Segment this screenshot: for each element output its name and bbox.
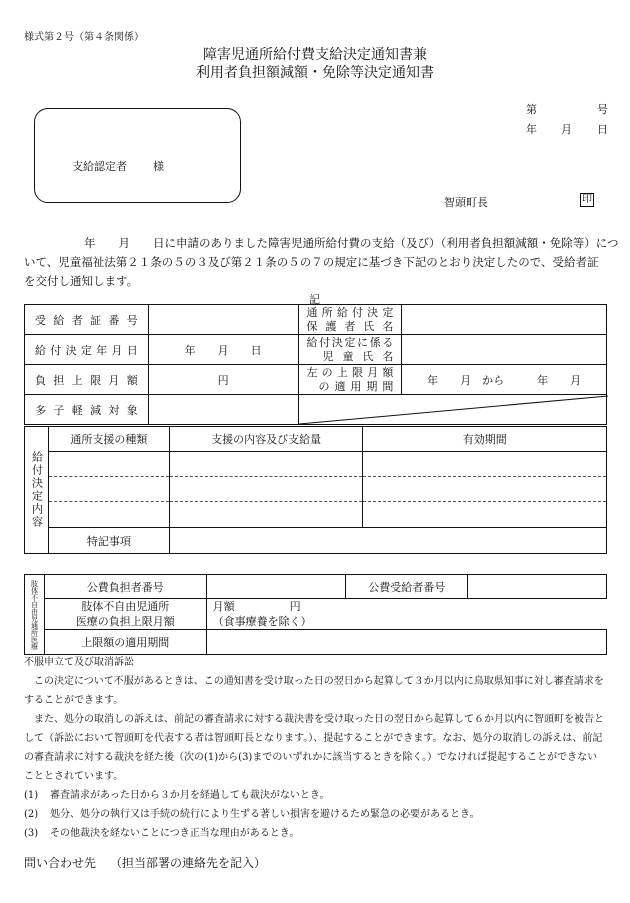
- period-label: 左の上限月額 の適用期間: [298, 365, 402, 395]
- form-number: 様式第２号（第４条関係）: [24, 32, 144, 43]
- body-line2: いて、児童福祉法第２１条の５の３及び第２１条の５の７の規定に基づき下記のとおり決定したので、受給者証: [24, 255, 599, 269]
- item3-text: その他裁決を経ないことにつき正当な理由があるとき。: [50, 828, 300, 839]
- burden-limit-label: 負担上限月額: [25, 365, 149, 395]
- content-row-2b: [169, 477, 363, 502]
- doc-number-go: 号: [597, 103, 608, 116]
- decision-date-value: 年 月 日: [148, 335, 298, 365]
- medical-limit-label: 肢体不自由児通所 医療の負担上限月額: [44, 599, 206, 630]
- body-line1: 年 月 日に申請のありました障害児通所給付費の支給（及び）（利用者負担額減額・免除等）につ: [84, 236, 619, 250]
- public-recipient-number-cells: [468, 575, 607, 599]
- appeal-p1b: することができます。: [24, 695, 124, 706]
- content-row-2a: [48, 477, 169, 502]
- ki-label: 記: [309, 293, 320, 306]
- content-row-3c: [363, 502, 607, 528]
- appeal-p1a: この決定について不服があるときは、この通知書を受け取った日の翌日から起算して３か月以内に鳥取県知事に対し審査請求を: [34, 676, 604, 687]
- burden-limit-value: 円: [148, 365, 298, 395]
- special-notes-label: 特記事項: [48, 528, 169, 554]
- limit-period-value: [206, 630, 606, 655]
- item2-text: 処分、処分の執行又は手続の続行により生ずる著しい損害を避けるため緊急の必要があるとき。: [50, 809, 480, 820]
- appeal-p2a: また、処分の取消しの訴えは、前記の審査請求に対する裁決書を受け取った日の翌日から起算して６か月以内に智頭町を被告と: [34, 714, 604, 725]
- content-row-1a: [48, 452, 169, 477]
- medical-table: [24, 574, 607, 655]
- document-title-line1: 障害児通所給付費支給決定通知書兼: [203, 47, 427, 63]
- doc-number-dai: 第: [526, 103, 537, 116]
- date-tsuki: 月: [561, 123, 572, 136]
- body-line3: を交付し通知します。: [24, 274, 139, 288]
- address-box: [34, 108, 241, 203]
- guardian-name-label: 通所給付決定 保護者氏名: [298, 305, 402, 335]
- content-row-3b: [169, 502, 363, 528]
- content-row-1b: [169, 452, 363, 477]
- child-name-value: [402, 335, 607, 365]
- content-row-2c: [363, 477, 607, 502]
- public-payer-number-cells: [206, 575, 346, 599]
- recipient-cert-number-cells: [148, 305, 298, 335]
- col-service-type: 通所支援の種類: [48, 427, 169, 452]
- period-value: 年 月 から 年 月: [402, 365, 607, 395]
- multi-child-label: 多子軽減対象: [25, 395, 149, 425]
- public-payer-number-label: 公費負担者番号: [44, 575, 206, 599]
- seal-mark: 印: [582, 194, 592, 205]
- document-title-line2: 利用者負担額減額・免除等決定通知書: [196, 65, 434, 81]
- appeal-p2d: こととされています。: [24, 771, 124, 782]
- recipient-cert-number-label: 受給者証番号: [25, 305, 149, 335]
- decision-table: [24, 304, 607, 425]
- diagonal-line: [299, 395, 608, 425]
- public-recipient-number-label: 公費受給者番号: [346, 575, 468, 599]
- section-label: 給付決定内容: [25, 427, 49, 554]
- item1-number: (1): [24, 790, 39, 801]
- multi-child-crossed: [298, 395, 607, 425]
- date-hi: 日: [597, 123, 608, 136]
- item2-number: (2): [24, 809, 39, 820]
- content-row-1c: [363, 452, 607, 477]
- contact-label: 問い合わせ先: [24, 856, 97, 870]
- item3-number: (3): [24, 828, 39, 839]
- recipient-label: 支給認定者: [72, 160, 127, 173]
- decision-date-label: 給付決定年月日: [25, 335, 149, 365]
- content-row-3a: [48, 502, 169, 528]
- date-nen: 年: [526, 123, 537, 136]
- issuer: 智頭町長: [444, 196, 488, 209]
- child-name-label: 給付決定に係る 児童氏名: [298, 335, 402, 365]
- contact-value: （担当部署の連絡先を記入）: [110, 856, 267, 870]
- recipient-suffix: 様: [153, 160, 164, 173]
- multi-child-value: [148, 395, 298, 425]
- col-support-content: 支援の内容及び支給量: [169, 427, 363, 452]
- limit-period-label: 上限額の適用期間: [44, 630, 206, 655]
- guardian-name-value: [402, 305, 607, 335]
- col-valid-period: 有効期間: [363, 427, 607, 452]
- medical-limit-value: 月額 円 （食事療養を除く）: [206, 599, 606, 630]
- appeal-p2b: して（訴訟において智頭町を代表する者は智頭町長となります。）、提起することができます。なお、処分の取消しの訴えは、前記: [24, 733, 603, 744]
- item1-text: 審査請求があった日から３か月を経過しても裁決がないとき。: [50, 790, 330, 801]
- appeal-heading: 不服申立て及び取消訴訟: [24, 657, 134, 668]
- special-notes-value: [169, 528, 606, 554]
- appeal-p2c: の審査請求に対する裁決を経た後（次の(1)から(3)までのいずれかに該当するときを除く。）でなければ提起することができない: [24, 752, 598, 763]
- medical-side-label: 肢体不自由児通所医療: [25, 575, 45, 655]
- payment-content-table: [24, 426, 607, 554]
